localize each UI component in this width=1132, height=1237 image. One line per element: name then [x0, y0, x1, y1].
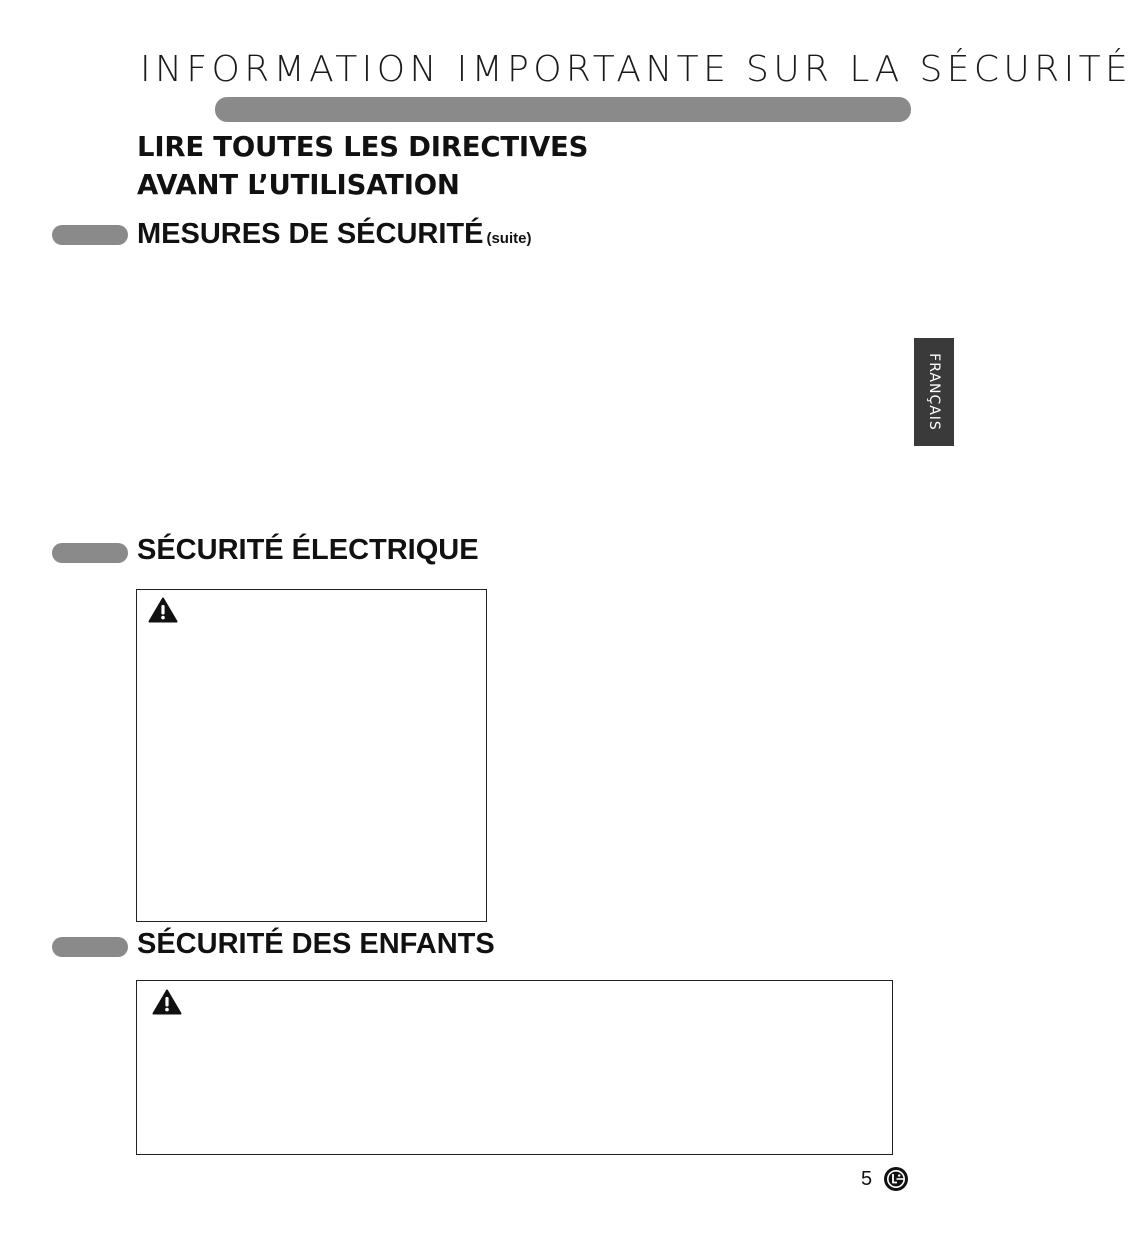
- language-label: FRANÇAIS: [926, 353, 942, 431]
- warning-triangle-icon: [152, 989, 182, 1015]
- lg-logo-icon: [883, 1166, 909, 1192]
- section-title-suffix: (suite): [486, 230, 532, 247]
- section-title-children: SÉCURITÉ DES ENFANTS: [137, 928, 495, 960]
- section-marker-electrical: [52, 543, 128, 563]
- children-warning-box: [136, 980, 893, 1155]
- page-title: INFORMATION IMPORTANTE SUR LA SÉCURITÉ: [140, 49, 1132, 90]
- section-title-electrical: SÉCURITÉ ÉLECTRIQUE: [137, 534, 479, 566]
- electrical-warning-box: [136, 589, 487, 922]
- section-title-safety-measures: [137, 217, 531, 256]
- warning-triangle-icon: [148, 597, 178, 623]
- section-marker-children: [52, 937, 128, 957]
- heading-line-2: AVANT L’UTILISATION: [137, 169, 460, 201]
- page-number: 5: [861, 1168, 873, 1190]
- read-instructions-heading: [137, 128, 588, 204]
- section-title-text: MESURES DE SÉCURITÉ: [137, 218, 484, 250]
- language-tab: [914, 338, 954, 446]
- title-underline-bar: [215, 97, 911, 122]
- section-marker-safety-measures: [52, 225, 128, 245]
- heading-line-1: LIRE TOUTES LES DIRECTIVES: [137, 131, 589, 163]
